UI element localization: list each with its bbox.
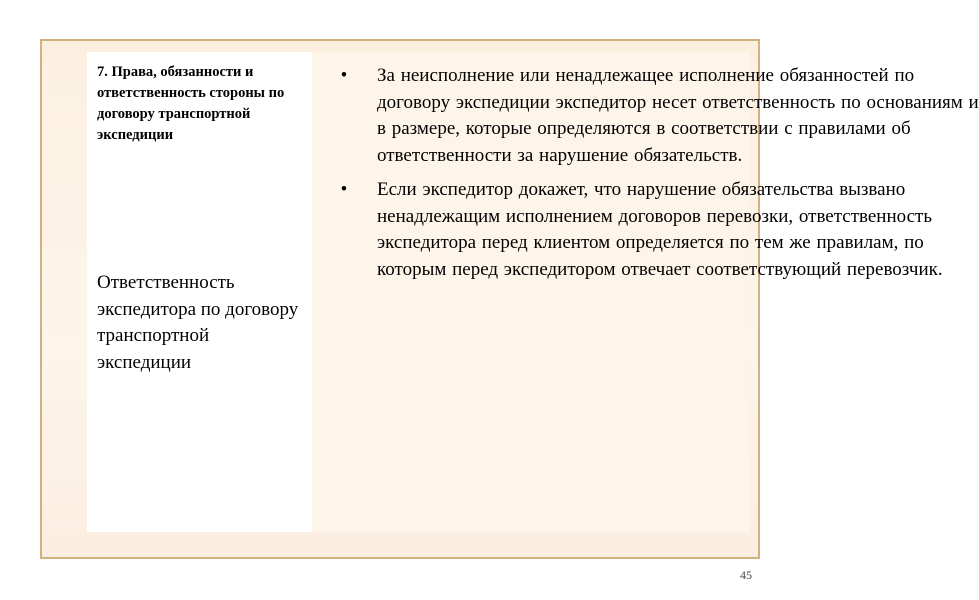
bullet-item [334,177,979,283]
term-label: Ответственность экспедитора по договору транспортной экспедиции [97,272,299,373]
right-column [312,52,979,532]
bullet-item [334,63,979,169]
content-table [87,52,979,532]
section-title: 7. Права, обязанности и ответственность стороны по договору транспортной экспедиции [97,64,285,143]
bullet-icon: • [340,65,348,86]
page-number: 45 [740,568,752,582]
left-column [87,52,312,532]
bullet-icon: • [340,179,348,200]
bullet-list [334,63,979,291]
bullet-text: Если экспедитор докажет, что нарушение обязательства вызвано ненадлежащим исполнением договоров перевозки, ответственность экспедитора перед клиентом определяется по тем же правилам, по которым перед экспедитором отвечает соответствующий перевозчик. [377,179,943,280]
bullet-text: За неисполнение или ненадлежащее исполнение обязанностей по договору экспедиции экспедитор несет ответственность по основаниям и в размере, которые определяются в соответствии с правилами об ответственности за нарушение обязательств. [377,65,979,166]
